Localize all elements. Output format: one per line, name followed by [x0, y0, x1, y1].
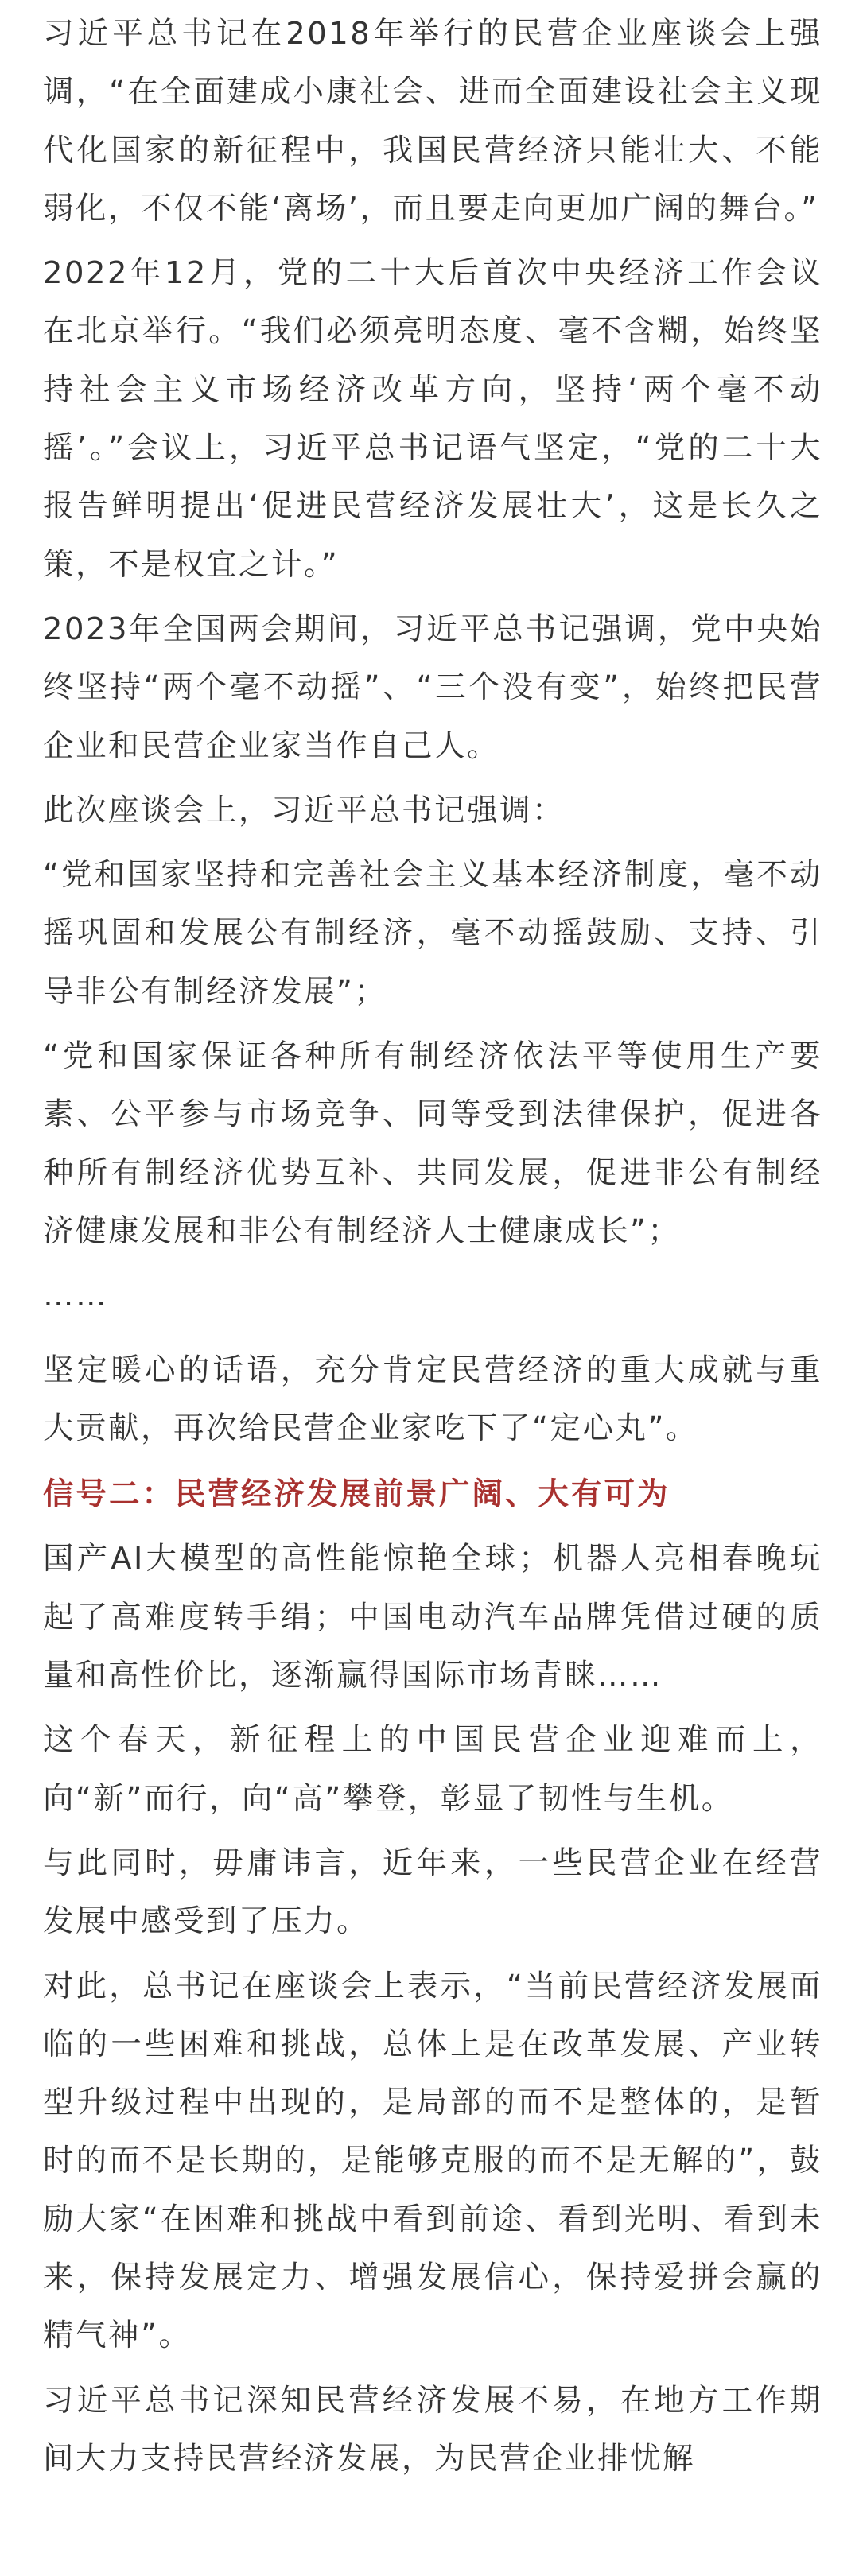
paragraph-2022-economic-conference: 2022年12月，党的二十大后首次中央经济工作会议在北京举行。“我们必须亮明态度、毫不含糊，始终坚持社会主义市场经济改革方向，坚持‘两个毫不动摇’。”会议上，习近平总书记语气坚定，“党的二十大报告鲜明提出‘促进民营经济发展壮大’，这是长久之策，不是权宜之计。” [43, 255, 822, 583]
section-heading-signal-two: 信号二：民营经济发展前景广阔、大有可为 [43, 1476, 670, 1513]
paragraph-quote-basic-system: “党和国家坚持和完善社会主义基本经济制度，毫不动摇巩固和发展公有制经济，毫不动摇鼓励、支持、引导非公有制经济发展”； [43, 857, 822, 1010]
paragraph-pressure: 与此同时，毋庸讳言，近年来，一些民营企业在经营发展中感受到了压力。 [43, 1845, 822, 1940]
paragraph-symposium-intro: 此次座谈会上，习近平总书记强调： [43, 792, 566, 828]
paragraph-innovation-examples: 国产AI大模型的高性能惊艳全球；机器人亮相春晚玩起了高难度转手绢；中国电动汽车品牌凭借过硬的质量和高性价比，逐渐赢得国际市场青睐…… [43, 1541, 822, 1694]
ellipsis: …… [43, 1278, 108, 1314]
paragraph-difficulties-quote: 对此，总书记在座谈会上表示，“当前民营经济发展面临的一些困难和挑战，总体上是在改革发展、产业转型升级过程中出现的，是局部的而不是整体的，是暂时的而不是长期的，是能够克服的而不是无解的”，鼓励大家“在困难和挑战中看到前途、看到光明、看到未来，保持发展定力、增强发展信心，保持爱拼会赢的精气神”。 [43, 1968, 822, 2354]
article-body [43, 5, 822, 2494]
paragraph-quote-equal-protection: “党和国家保证各种所有制经济依法平等使用生产要素、公平参与市场竞争、同等受到法律保护，促进各种所有制经济优势互补、共同发展，促进非公有制经济健康发展和非公有制经济人士健康成长”； [43, 1038, 822, 1249]
paragraph-2023-two-sessions: 2023年全国两会期间，习近平总书记强调，党中央始终坚持“两个毫不动摇”、“三个没有变”，始终把民营企业和民营企业家当作自己人。 [43, 611, 822, 764]
paragraph-local-support: 习近平总书记深知民营经济发展不易，在地方工作期间大力支持民营经济发展，为民营企业排忧解 [43, 2382, 822, 2477]
paragraph-2018-symposium: 习近平总书记在2018年举行的民营企业座谈会上强调，“在全面建成小康社会、进而全面建设社会主义现代化国家的新征程中，我国民营经济只能壮大、不能弱化，不仅不能‘离场’，而且要走向更加广阔的舞台。” [43, 16, 822, 227]
paragraph-spring-resilience: 这个春天，新征程上的中国民营企业迎难而上，向“新”而行，向“高”攀登，彰显了韧性与生机。 [43, 1722, 822, 1817]
paragraph-reassurance: 坚定暖心的话语，充分肯定民营经济的重大成就与重大贡献，再次给民营企业家吃下了“定心丸”。 [43, 1352, 822, 1446]
